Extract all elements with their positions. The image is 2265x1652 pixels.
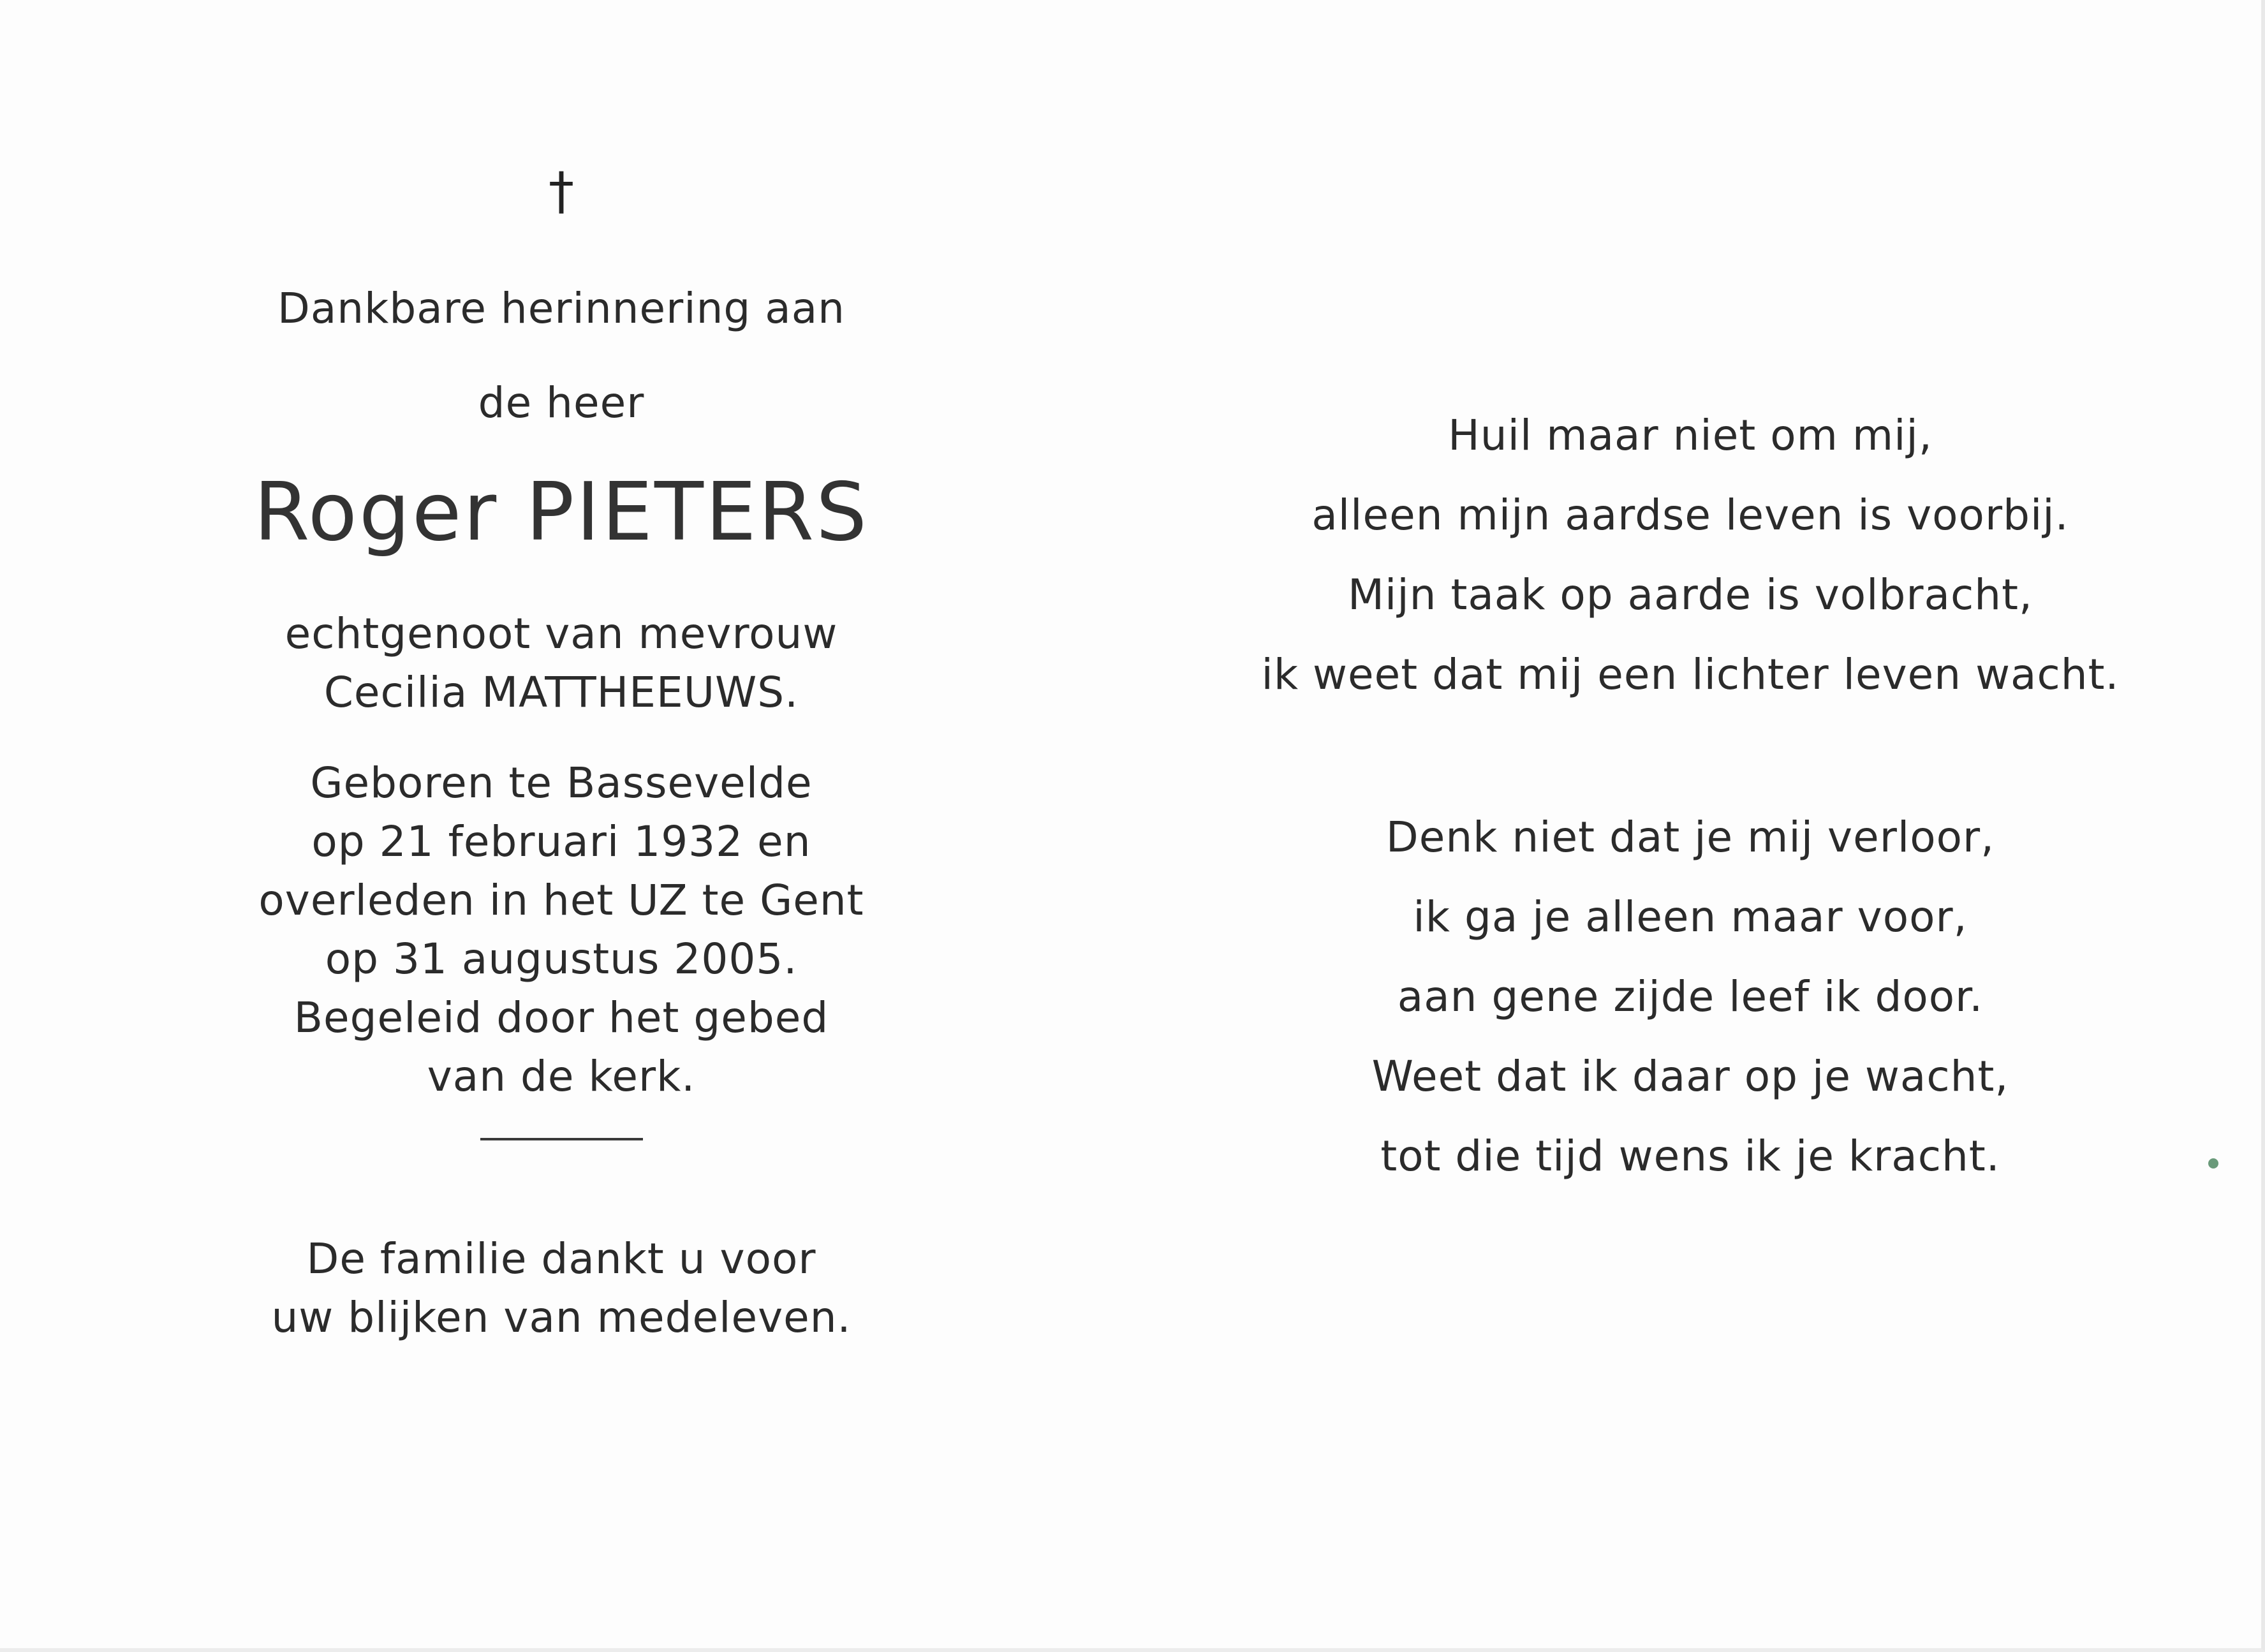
poem-line: aan gene zijde leef ik door. — [1397, 972, 1984, 1021]
poem-line: Mijn taak op aarde is volbracht, — [1348, 570, 2033, 619]
bio-block — [191, 754, 931, 1106]
spouse-line: echtgenoot van mevrouw — [284, 609, 838, 658]
bio-line: op 21 februari 1932 en — [311, 817, 811, 866]
cross-icon: † — [549, 161, 574, 221]
stanza-gap — [1244, 714, 2137, 797]
bio-line: op 31 augustus 2005. — [325, 934, 798, 984]
poem-panel — [1244, 395, 2137, 1196]
poem-line: tot die tijd wens ik je kracht. — [1380, 1132, 2000, 1181]
bio-line: Geboren te Bassevelde — [310, 758, 813, 808]
bio-line: overleden in het UZ te Gent — [258, 876, 864, 925]
poem-line: ik ga je alleen maar voor, — [1413, 892, 1968, 941]
deceased-name: Roger PIETERS — [253, 465, 869, 559]
thanks-line: De familie dankt u voor — [306, 1234, 816, 1283]
poem-stanza-2 — [1244, 797, 2137, 1196]
bio-line: Begeleid door het gebed — [293, 993, 829, 1042]
poem-line: ik weet dat mij een lichter leven wacht. — [1261, 650, 2120, 699]
poem-line: alleen mijn aardse leven is voorbij. — [1311, 490, 2069, 540]
poem-line: Weet dat ik daar op je wacht, — [1371, 1052, 2009, 1101]
spouse-name: Cecilia MATTHEEUWS. — [323, 668, 799, 717]
paper-speck — [2208, 1158, 2218, 1169]
memorial-left-panel — [191, 159, 931, 1347]
honorific: de heer — [478, 378, 645, 427]
thanks-line: uw blijken van medeleven. — [271, 1293, 852, 1342]
divider — [480, 1138, 643, 1140]
poem-line: Huil maar niet om mij, — [1448, 411, 1933, 460]
spouse-block — [191, 605, 931, 722]
poem-stanza-1 — [1244, 395, 2137, 714]
intro-text: Dankbare herinnering aan — [277, 284, 845, 333]
bio-line: van de kerk. — [427, 1052, 696, 1101]
thanks-block — [191, 1230, 931, 1347]
poem-line: Denk niet dat je mij verloor, — [1385, 813, 1995, 862]
